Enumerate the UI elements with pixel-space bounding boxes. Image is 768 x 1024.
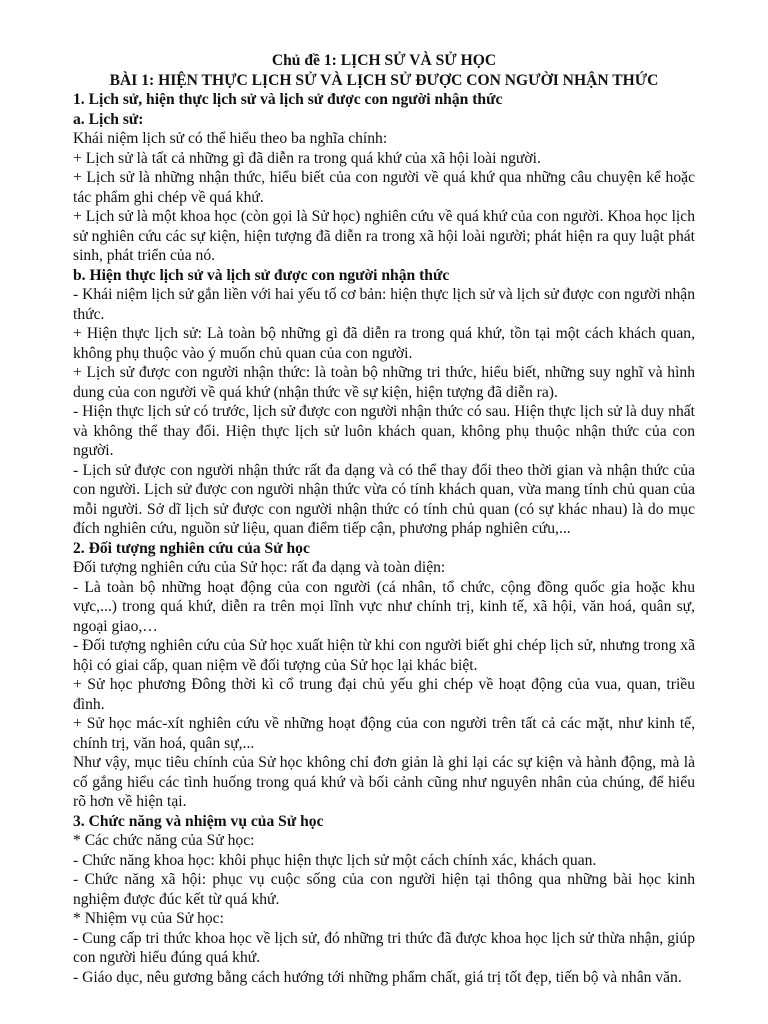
- paragraph: - Cung cấp tri thức khoa học về lịch sử, đó những tri thức đã được khoa học lịch sử thừa nhận, giúp con người hiểu đúng quá khứ.: [73, 929, 695, 966]
- paragraph: + Lịch sử là tất cả những gì đã diễn ra trong quá khứ của xã hội loài người.: [73, 149, 541, 167]
- paragraph: + Lịch sử được con người nhận thức: là toàn bộ những tri thức, hiểu biết, những suy nghĩ và hình dung của con người về quá khứ (nhận thức về sự kiện, hiện tượng đã diễn ra).: [73, 364, 695, 401]
- section-2-heading: 2. Đối tượng nghiên cứu của Sử học: [73, 539, 310, 557]
- paragraph: * Nhiệm vụ của Sử học:: [73, 910, 224, 927]
- paragraph: - Lịch sử được con người nhận thức rất đa dạng và có thể thay đổi theo thời gian và nhận thức của con người. Lịch sử được con người nhận thức vừa có tính khách quan, vừa mang tính chủ quan của mỗi người. Sở dĩ lịch sử được con người nhận thức có tính chủ quan (có sự khác nhau) là do mục đích nghiên cứu, nguồn sử liệu, quan điểm tiếp cận, phương pháp nghiên cứu,...: [73, 461, 695, 537]
- paragraph: Đối tượng nghiên cứu của Sử học: rất đa dạng và toàn diện:: [73, 559, 446, 576]
- paragraph: + Sử học mác-xít nghiên cứu về những hoạt động của con người trên tất cả các mặt, như kinh tế, chính trị, văn hoá, quân sự,...: [73, 715, 695, 752]
- paragraph: + Lịch sử là những nhận thức, hiểu biết của con người về quá khứ qua những câu chuyện kể hoặc tác phẩm ghi chép về quá khứ.: [73, 169, 695, 206]
- paragraph: Như vậy, mục tiêu chính của Sử học không chỉ đơn giản là ghi lại các sự kiện và hành động, mà là cố gắng hiểu các tình huống trong quá khứ và bối cảnh cũng như nguyên nhân của chúng, để hiểu rõ hơn về hiện tại.: [73, 754, 695, 810]
- section-3-heading: 3. Chức năng và nhiệm vụ của Sử học: [73, 812, 324, 830]
- section-1-heading: 1. Lịch sử, hiện thực lịch sử và lịch sử được con người nhận thức: [73, 91, 503, 108]
- paragraph: - Khái niệm lịch sử gắn liền với hai yếu tố cơ bản: hiện thực lịch sử và lịch sử được con người nhận thức.: [73, 286, 695, 323]
- lesson-title: BÀI 1: HIỆN THỰC LỊCH SỬ VÀ LỊCH SỬ ĐƯỢC CON NGƯỜI NHẬN THỨC: [109, 71, 659, 89]
- paragraph: * Các chức năng của Sử học:: [73, 832, 255, 849]
- document-page: [73, 47, 695, 987]
- paragraph: - Là toàn bộ những hoạt động của con người (cá nhân, tổ chức, cộng đồng quốc gia hoặc khu vực,...) trong quá khứ, diễn ra trên mọi lĩnh vực như chính trị, kinh tế, xã hội, văn hoá, quân sự, ngoại giao,…: [73, 578, 695, 635]
- subsection-a-heading: a. Lịch sử:: [73, 110, 144, 128]
- paragraph: + Hiện thực lịch sử: Là toàn bộ những gì đã diễn ra trong quá khứ, tồn tại một cách khách quan, không phụ thuộc vào ý muốn chủ quan của con người.: [73, 325, 695, 362]
- paragraph: Khái niệm lịch sử có thể hiểu theo ba nghĩa chính:: [73, 130, 388, 147]
- paragraph: - Đối tượng nghiên cứu của Sử học xuất hiện từ khi con người biết ghi chép lịch sử, nhưng trong xã hội có giai cấp, quan niệm về đối tượng của Sử học lại khác biệt.: [73, 637, 695, 674]
- paragraph: + Sử học phương Đông thời kì cổ trung đại chủ yếu ghi chép về hoạt động của vua, quan, triều đình.: [73, 676, 695, 713]
- paragraph: + Lịch sử là một khoa học (còn gọi là Sử học) nghiên cứu về quá khứ của con người. Khoa học lịch sử nghiên cứu các sự kiện, hiện tượng đã diễn ra trong xã hội loài người; phát hiện ra quy luật phát sinh, phát triển của nó.: [73, 208, 695, 264]
- paragraph: - Chức năng khoa học: khôi phục hiện thực lịch sử một cách chính xác, khách quan.: [73, 851, 597, 869]
- paragraph: - Hiện thực lịch sử có trước, lịch sử được con người nhận thức có sau. Hiện thực lịch sử là duy nhất và không thể thay đổi. Hiện thực lịch sử luôn khách quan, không phụ thuộc nhận thức của con người.: [73, 403, 695, 459]
- paragraph: - Giáo dục, nêu gương bằng cách hướng tới những phẩm chất, giá trị tốt đẹp, tiến bộ và nhân văn.: [73, 968, 682, 986]
- topic-title: Chủ đề 1: LỊCH SỬ VÀ SỬ HỌC: [271, 52, 497, 69]
- paragraph: - Chức năng xã hội: phục vụ cuộc sống của con người hiện tại thông qua những bài học kinh nghiệm được đúc kết từ quá khứ.: [73, 871, 695, 908]
- subsection-b-heading: b. Hiện thực lịch sử và lịch sử được con người nhận thức: [73, 266, 450, 284]
